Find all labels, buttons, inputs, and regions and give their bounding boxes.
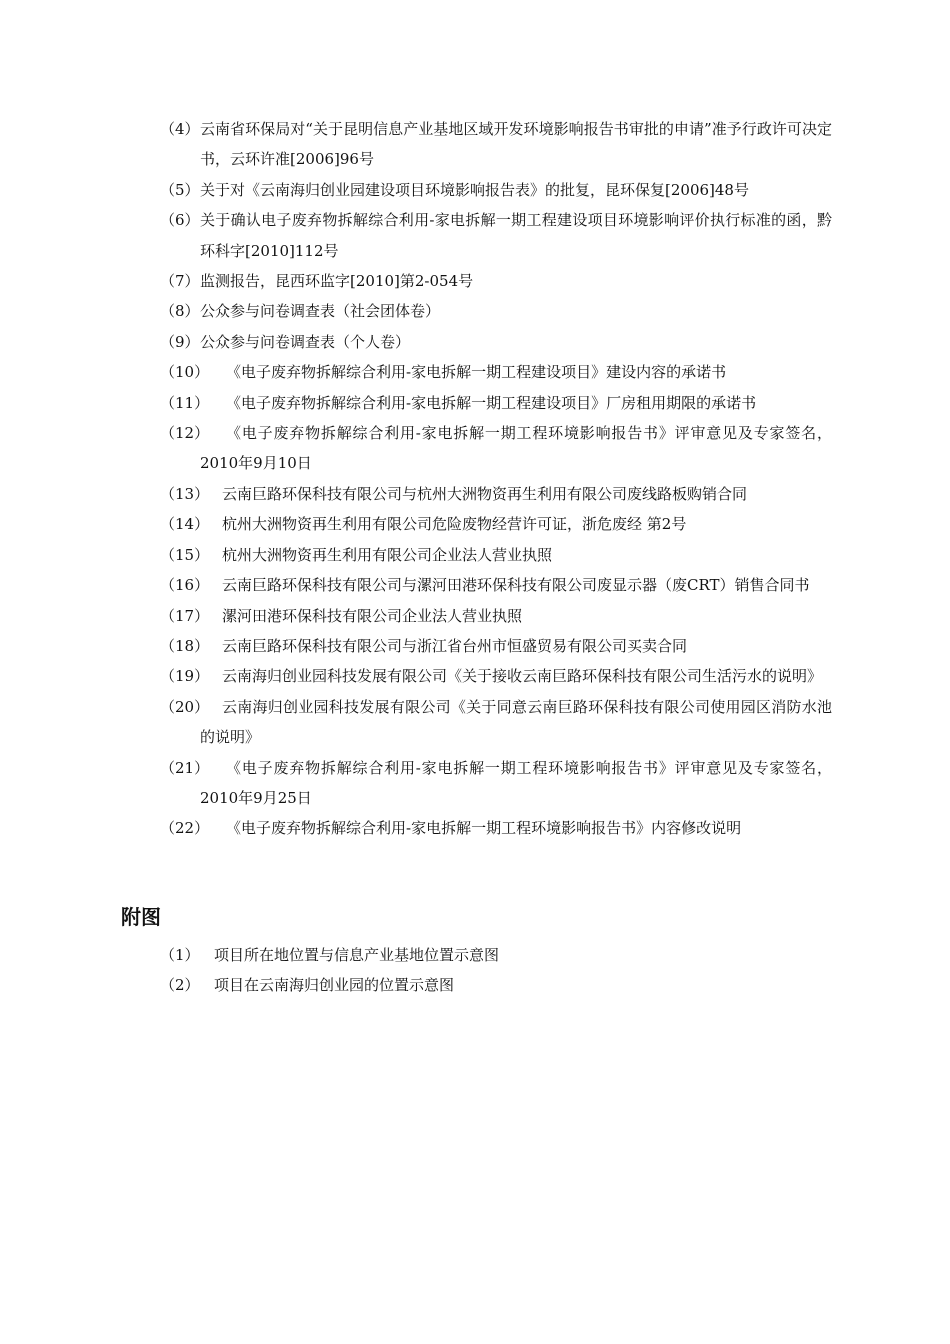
item-number: （19）	[160, 667, 210, 686]
item-text: 《电子废弃物拆解综合利用-家电拆解一期工程环境影响报告书》内容修改说明	[226, 819, 742, 838]
list-item	[160, 327, 832, 357]
item-text: 关于对《云南海归创业园建设项目环境影响报告表》的批复，昆环保复[2006]48号	[200, 180, 749, 199]
item-text: 公众参与问卷调查表（个人卷）	[200, 332, 411, 351]
item-number: （1）	[160, 946, 200, 964]
list-item	[160, 940, 832, 970]
item-number: （12）	[160, 424, 210, 443]
item-text: 《电子废弃物拆解综合利用-家电拆解一期工程环境影响报告书》评审意见及专家签名，2010年9月10日	[200, 424, 832, 473]
item-number: （11）	[160, 393, 210, 412]
item-number: （18）	[160, 636, 210, 655]
list-item	[160, 813, 832, 843]
item-number: （15）	[160, 545, 210, 564]
list-item	[160, 357, 832, 387]
item-number: （7）	[160, 272, 200, 291]
item-text: 公众参与问卷调查表（社会团体卷）	[200, 302, 441, 321]
list-item	[160, 509, 832, 539]
item-text: 云南巨路环保科技有限公司与浙江省台州市恒盛贸易有限公司买卖合同	[222, 636, 688, 655]
item-text: 《电子废弃物拆解综合利用-家电拆解一期工程建设项目》建设内容的承诺书	[226, 363, 727, 382]
item-number: （17）	[160, 606, 210, 625]
item-number: （13）	[160, 484, 210, 503]
item-number: （20）	[160, 697, 210, 716]
item-number: （5）	[160, 180, 200, 199]
list-item	[160, 479, 832, 509]
list-item	[160, 296, 832, 326]
list-item	[160, 570, 832, 600]
list-item	[160, 601, 832, 631]
list-item	[160, 266, 832, 296]
item-number: （14）	[160, 515, 210, 534]
attachment-list	[160, 114, 832, 844]
list-item	[160, 418, 832, 479]
list-item	[160, 661, 832, 691]
item-text: 杭州大洲物资再生利用有限公司企业法人营业执照	[222, 545, 553, 564]
list-item	[160, 388, 832, 418]
item-number: （2）	[160, 976, 200, 995]
item-text: 杭州大洲物资再生利用有限公司危险废物经营许可证，浙危废经 第2号	[222, 515, 687, 534]
list-item	[160, 692, 832, 753]
list-item	[160, 114, 832, 175]
item-number: （4）	[160, 120, 200, 138]
item-text: 云南巨路环保科技有限公司与杭州大洲物资再生利用有限公司废线路板购销合同	[222, 484, 748, 503]
item-number: （22）	[160, 819, 210, 838]
item-text: 云南海归创业园科技发展有限公司《关于接收云南巨路环保科技有限公司生活污水的说明》	[222, 667, 823, 686]
list-item	[160, 970, 832, 1000]
item-text: 监测报告，昆西环监字[2010]第2-054号	[200, 272, 474, 291]
item-text: 云南巨路环保科技有限公司与漯河田港环保科技有限公司废显示器（废CRT）销售合同书	[222, 576, 810, 595]
item-number: （10）	[160, 363, 210, 382]
item-number: （9）	[160, 332, 200, 351]
list-item	[160, 753, 832, 814]
item-text: 项目所在地位置与信息产业基地位置示意图	[214, 946, 500, 964]
item-text: 漯河田港环保科技有限公司企业法人营业执照	[222, 606, 523, 625]
item-text: 《电子废弃物拆解综合利用-家电拆解一期工程环境影响报告书》评审意见及专家签名，2010年9月25日	[200, 758, 832, 807]
item-text: 项目在云南海归创业园的位置示意图	[214, 976, 455, 995]
item-number: （6）	[160, 211, 200, 230]
item-text: 关于确认电子废弃物拆解综合利用-家电拆解一期工程建设项目环境影响评价执行标准的函，黔环科字[2010]112号	[200, 211, 832, 260]
section-title-figures: 附图	[121, 905, 161, 929]
list-item	[160, 631, 832, 661]
item-text: 云南省环保局对“关于昆明信息产业基地区域开发环境影响报告书审批的申请”准予行政许可决定书，云环许准[2006]96号	[200, 120, 832, 169]
figure-list	[160, 940, 832, 1001]
item-number: （16）	[160, 576, 210, 595]
item-number: （21）	[160, 758, 210, 777]
item-number: （8）	[160, 302, 200, 321]
item-text: 云南海归创业园科技发展有限公司《关于同意云南巨路环保科技有限公司使用园区消防水池的说明》	[200, 697, 832, 747]
list-item	[160, 205, 832, 266]
item-text: 《电子废弃物拆解综合利用-家电拆解一期工程建设项目》厂房租用期限的承诺书	[226, 393, 757, 412]
list-item	[160, 175, 832, 205]
list-item	[160, 540, 832, 570]
